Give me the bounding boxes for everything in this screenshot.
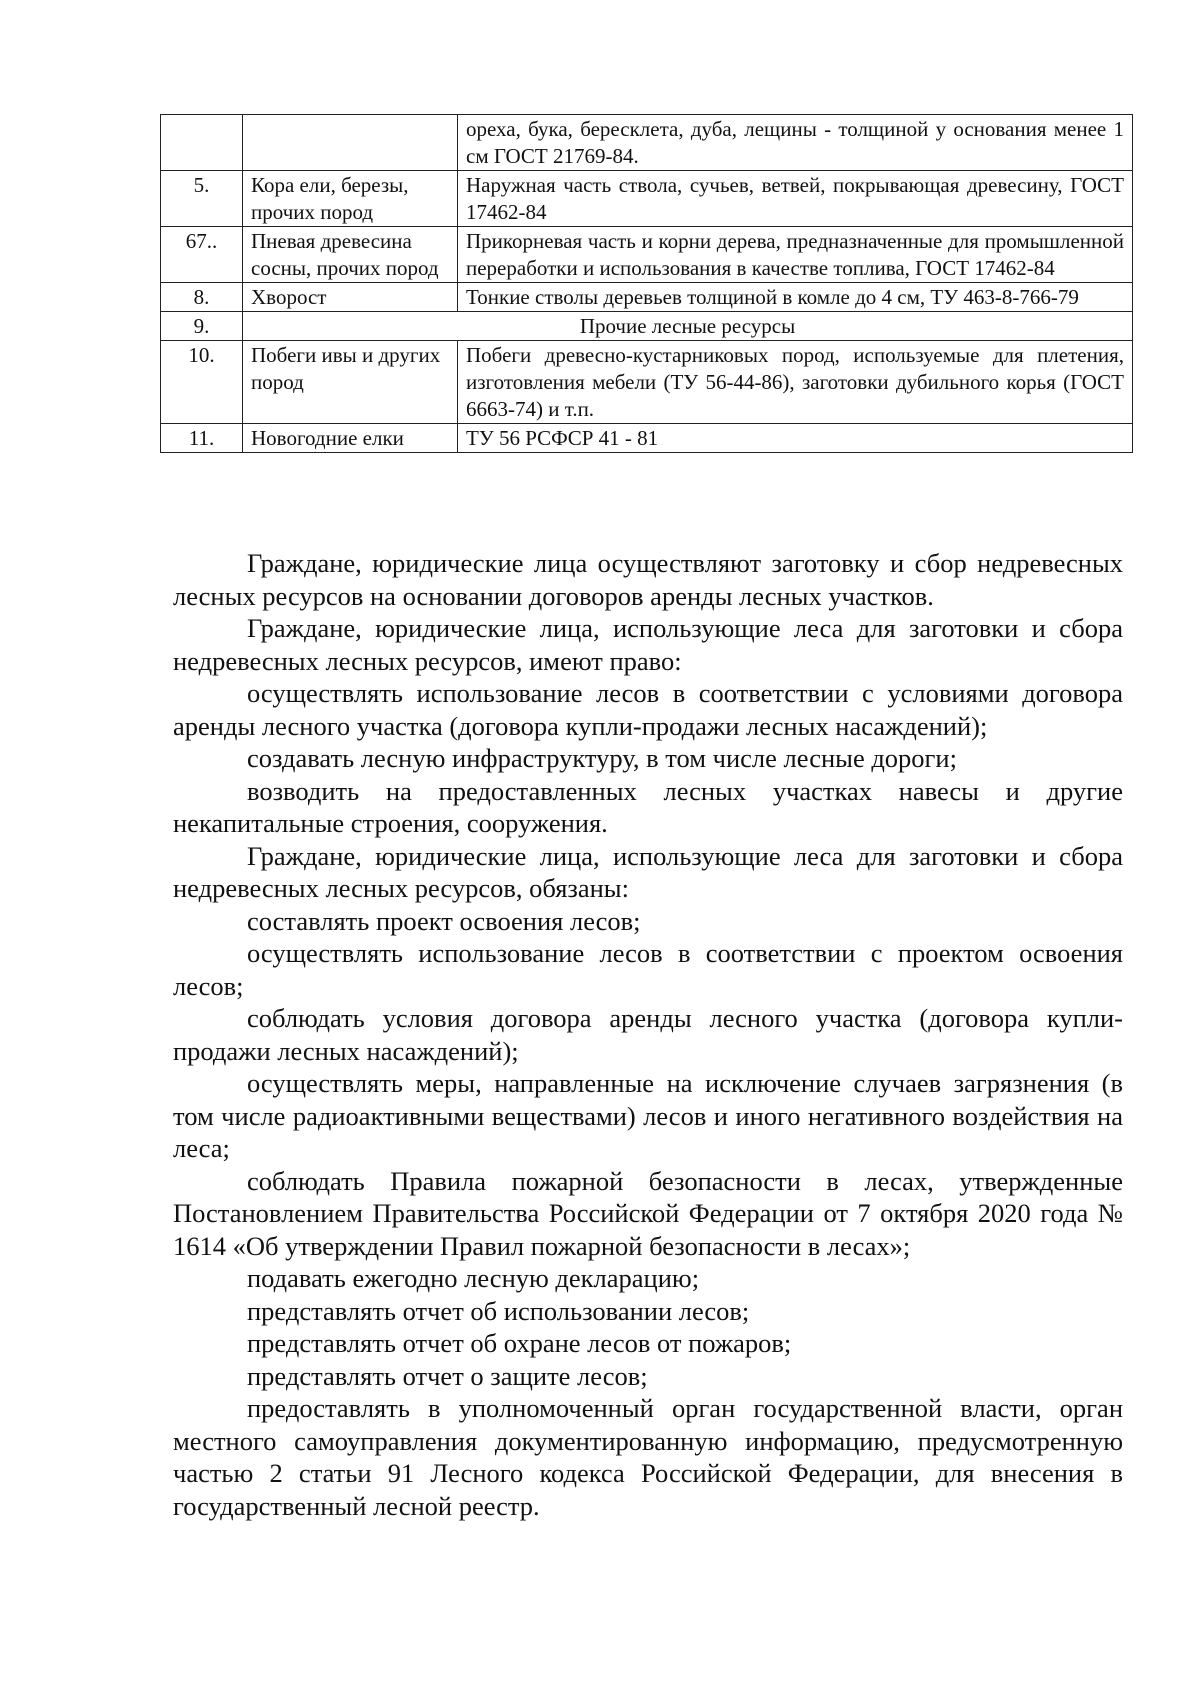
resource-name: Новогодние елки	[243, 424, 458, 453]
forest-resources-table	[160, 114, 1133, 453]
resource-name: Кора ели, березы, прочих пород	[243, 171, 458, 227]
paragraph: подавать ежегодно лесную декларацию;	[247, 1263, 700, 1293]
row-number: 10.	[161, 341, 243, 424]
table-row	[161, 312, 1133, 341]
paragraph: составлять проект освоения лесов;	[247, 905, 641, 936]
table-row	[161, 227, 1133, 283]
resource-description: ТУ 56 РСФСР 41 - 81	[458, 424, 1133, 453]
table-row	[161, 115, 1133, 171]
row-number	[161, 115, 243, 171]
paragraph: соблюдать Правила пожарной безопасности в лесах, утвержденные Постановлением Правительства Российской Федерации от 7 октября 2020 года № 1614 «Об утверждении Правил пожарной безопасности в лесах»;	[173, 1165, 1123, 1261]
paragraph: осуществлять меры, направленные на исключение случаев загрязнения (в том числе радиоактивными веществами) лесов и иного негативного воздействия на леса;	[173, 1068, 1123, 1163]
paragraph: представлять отчет о защите лесов;	[247, 1360, 648, 1391]
paragraph: соблюдать условия договора аренды лесного участка (договора купли-продажи лесных насаждений);	[173, 1003, 1123, 1066]
paragraph: создавать лесную инфраструктуру, в том числе лесные дороги;	[247, 743, 957, 773]
paragraph: Граждане, юридические лица осуществляют заготовку и сбор недревесных лесных ресурсов на основании договоров аренды лесных участков.	[173, 548, 1123, 611]
table-row	[161, 424, 1133, 453]
paragraph: возводить на предоставленных лесных участках навесы и другие некапитальные строения, сооружения.	[173, 775, 1123, 838]
resource-description: Тонкие стволы деревьев толщиной в комле до 4 см, ТУ 463-8-766-79	[458, 283, 1133, 312]
paragraph: Граждане, юридические лица, использующие леса для заготовки и сбора недревесных лесных ресурсов, имеют право:	[173, 613, 1123, 676]
resource-description: Побеги древесно-кустарниковых пород, используемые для плетения, изготовления мебели (ТУ 56-44-86), заготовки дубильного корья (ГОСТ 6663-74) и т.п.	[458, 341, 1133, 424]
resource-name: Побеги ивы и других пород	[243, 341, 458, 424]
resource-name: Хворост	[243, 283, 458, 312]
paragraph: представлять отчет об использовании лесов;	[247, 1295, 750, 1326]
row-number: 11.	[161, 424, 243, 453]
resource-description: Прикорневая часть и корни дерева, предназначенные для промышленной переработки и использования в качестве топлива, ГОСТ 17462-84	[458, 227, 1133, 283]
row-number: 5.	[161, 171, 243, 227]
table-row	[161, 283, 1133, 312]
paragraph: предоставлять в уполномоченный орган государственной власти, орган местного самоуправления документированную информацию, предусмотренную частью 2 статьи 91 Лесного кодекса Российской Федерации, для внесения в государственный лесной реестр.	[173, 1393, 1123, 1521]
row-number: 67..	[161, 227, 243, 283]
table-row	[161, 171, 1133, 227]
resource-description: Наружная часть ствола, сучьев, ветвей, покрывающая древесину, ГОСТ 17462-84	[458, 171, 1133, 227]
table-row	[161, 341, 1133, 424]
section-heading: Прочие лесные ресурсы	[243, 312, 1133, 341]
resource-name	[243, 115, 458, 171]
paragraph: осуществлять использование лесов в соответствии с проектом освоения лесов;	[173, 938, 1123, 1001]
row-number: 9.	[161, 312, 243, 341]
paragraph: Граждане, юридические лица, использующие леса для заготовки и сбора недревесных лесных ресурсов, обязаны:	[173, 840, 1123, 903]
resource-description: ореха, бука, бересклета, дуба, лещины - толщиной у основания менее 1 см ГОСТ 21769-84.	[458, 115, 1133, 171]
paragraph: осуществлять использование лесов в соответствии с условиями договора аренды лесного участка (договора купли-продажи лесных насаждений);	[173, 678, 1123, 741]
paragraph: представлять отчет об охране лесов от пожаров;	[247, 1328, 792, 1358]
row-number: 8.	[161, 283, 243, 312]
resource-name: Пневая древесина сосны, прочих пород	[243, 227, 458, 283]
body-text	[173, 547, 1123, 1522]
